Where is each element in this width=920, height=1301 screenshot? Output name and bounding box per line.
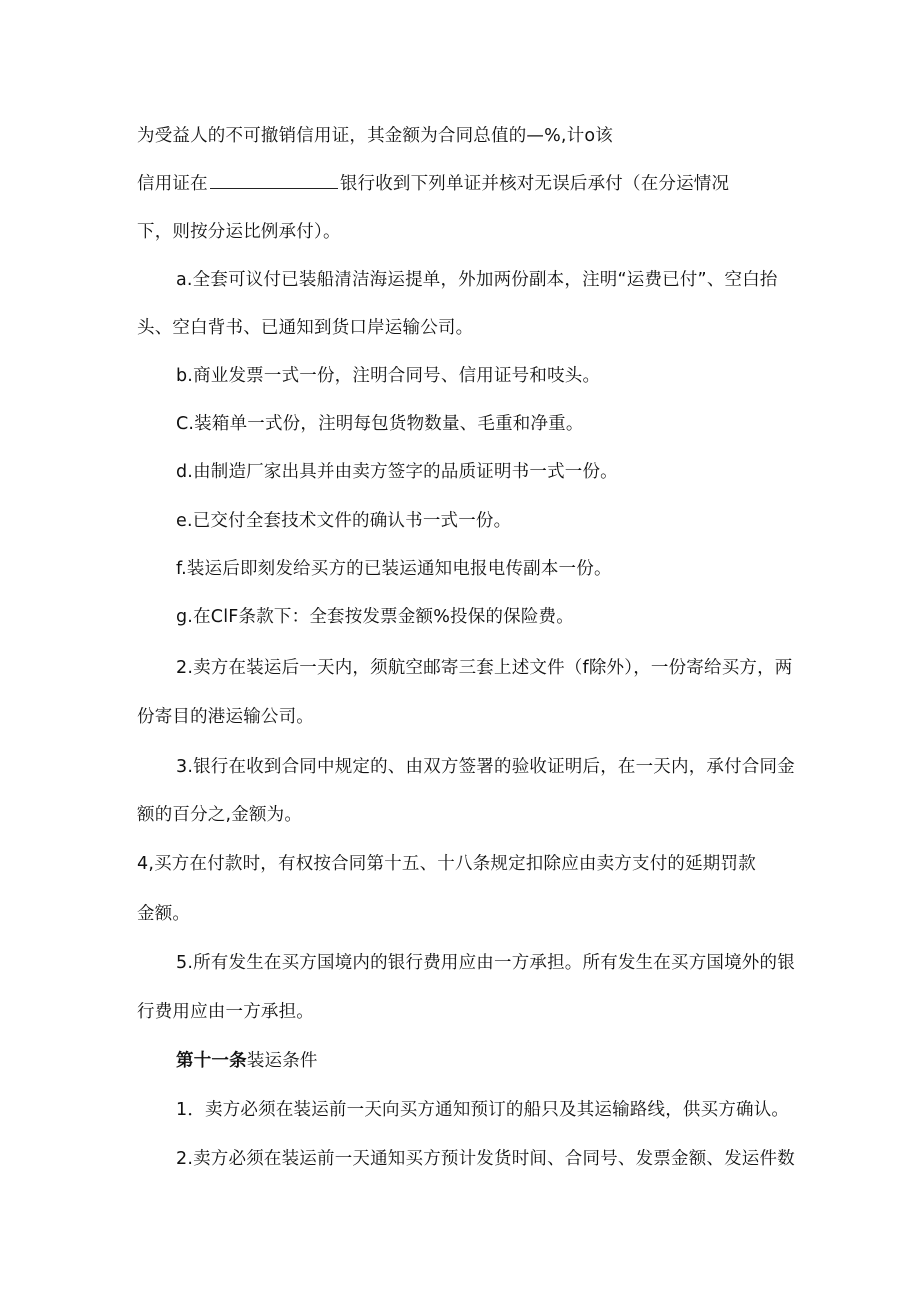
text-line: e.已交付全套技术文件的确认书一式一份。 — [176, 511, 512, 531]
text-line: 3.银行在收到合同中规定的、由双方签署的验收证明后，在一天内，承付合同金 — [176, 757, 795, 777]
section-heading — [176, 1049, 318, 1073]
text-line-with-blank — [137, 172, 729, 196]
text-line: 1．卖方必须在装运前一天向买方通知预订的船只及其运输路线，供买方确认。 — [176, 1100, 790, 1120]
text-line: d.由制造厂家出具并由卖方签字的品质证明书一式一份。 — [176, 462, 618, 482]
text-line: 额的百分之,金额为。 — [137, 805, 303, 825]
text-line: 2.卖方在装运后一天内，须航空邮寄三套上述文件（f除外），一份寄给买方，两 — [176, 658, 793, 678]
text-segment: 银行收到下列单证并核对无误后承付（在分运情况 — [339, 174, 730, 194]
text-line: 行费用应由一方承担。 — [137, 1002, 314, 1022]
text-line: 下，则按分运比例承付）。 — [137, 222, 341, 242]
text-segment: 信用证在 — [137, 174, 208, 194]
text-line: 头、空白背书、已通知到货口岸运输公司。 — [137, 318, 474, 338]
text-line: 金额。 — [137, 904, 191, 924]
text-line: 2.卖方必须在装运前一天通知买方预计发货时间、合同号、发票金额、发运件数 — [176, 1149, 795, 1169]
text-line: 5.所有发生在买方国境内的银行费用应由一方承担。所有发生在买方国境外的银 — [176, 953, 795, 973]
text-line: b.商业发票一式一份，注明合同号、信用证号和吱头。 — [176, 366, 601, 386]
text-line: a.全套可议付已装船清洁海运提单，外加两份副本，注明“运费已付”、空白抬 — [176, 270, 778, 290]
section-heading-title: 装运条件 — [246, 1051, 318, 1071]
fill-in-blank — [210, 172, 338, 189]
section-heading-number: 第十一条 — [176, 1051, 247, 1071]
text-line: f.装运后即刻发给买方的已装运通知电报电传副本一份。 — [176, 559, 612, 579]
text-line: C.装箱单一式份，注明每包货物数量、毛重和净重。 — [176, 414, 584, 434]
text-line: 份寄目的港运输公司。 — [137, 707, 314, 727]
text-line: 为受益人的不可撤销信用证，其金额为合同总值的—%,计o该 — [137, 126, 613, 146]
text-line: g.在ClF条款下：全套按发票金额%投保的保险费。 — [176, 607, 574, 627]
text-line: 4,买方在付款时，有权按合同第十五、十八条规定扣除应由卖方支付的延期罚款 — [137, 854, 756, 874]
